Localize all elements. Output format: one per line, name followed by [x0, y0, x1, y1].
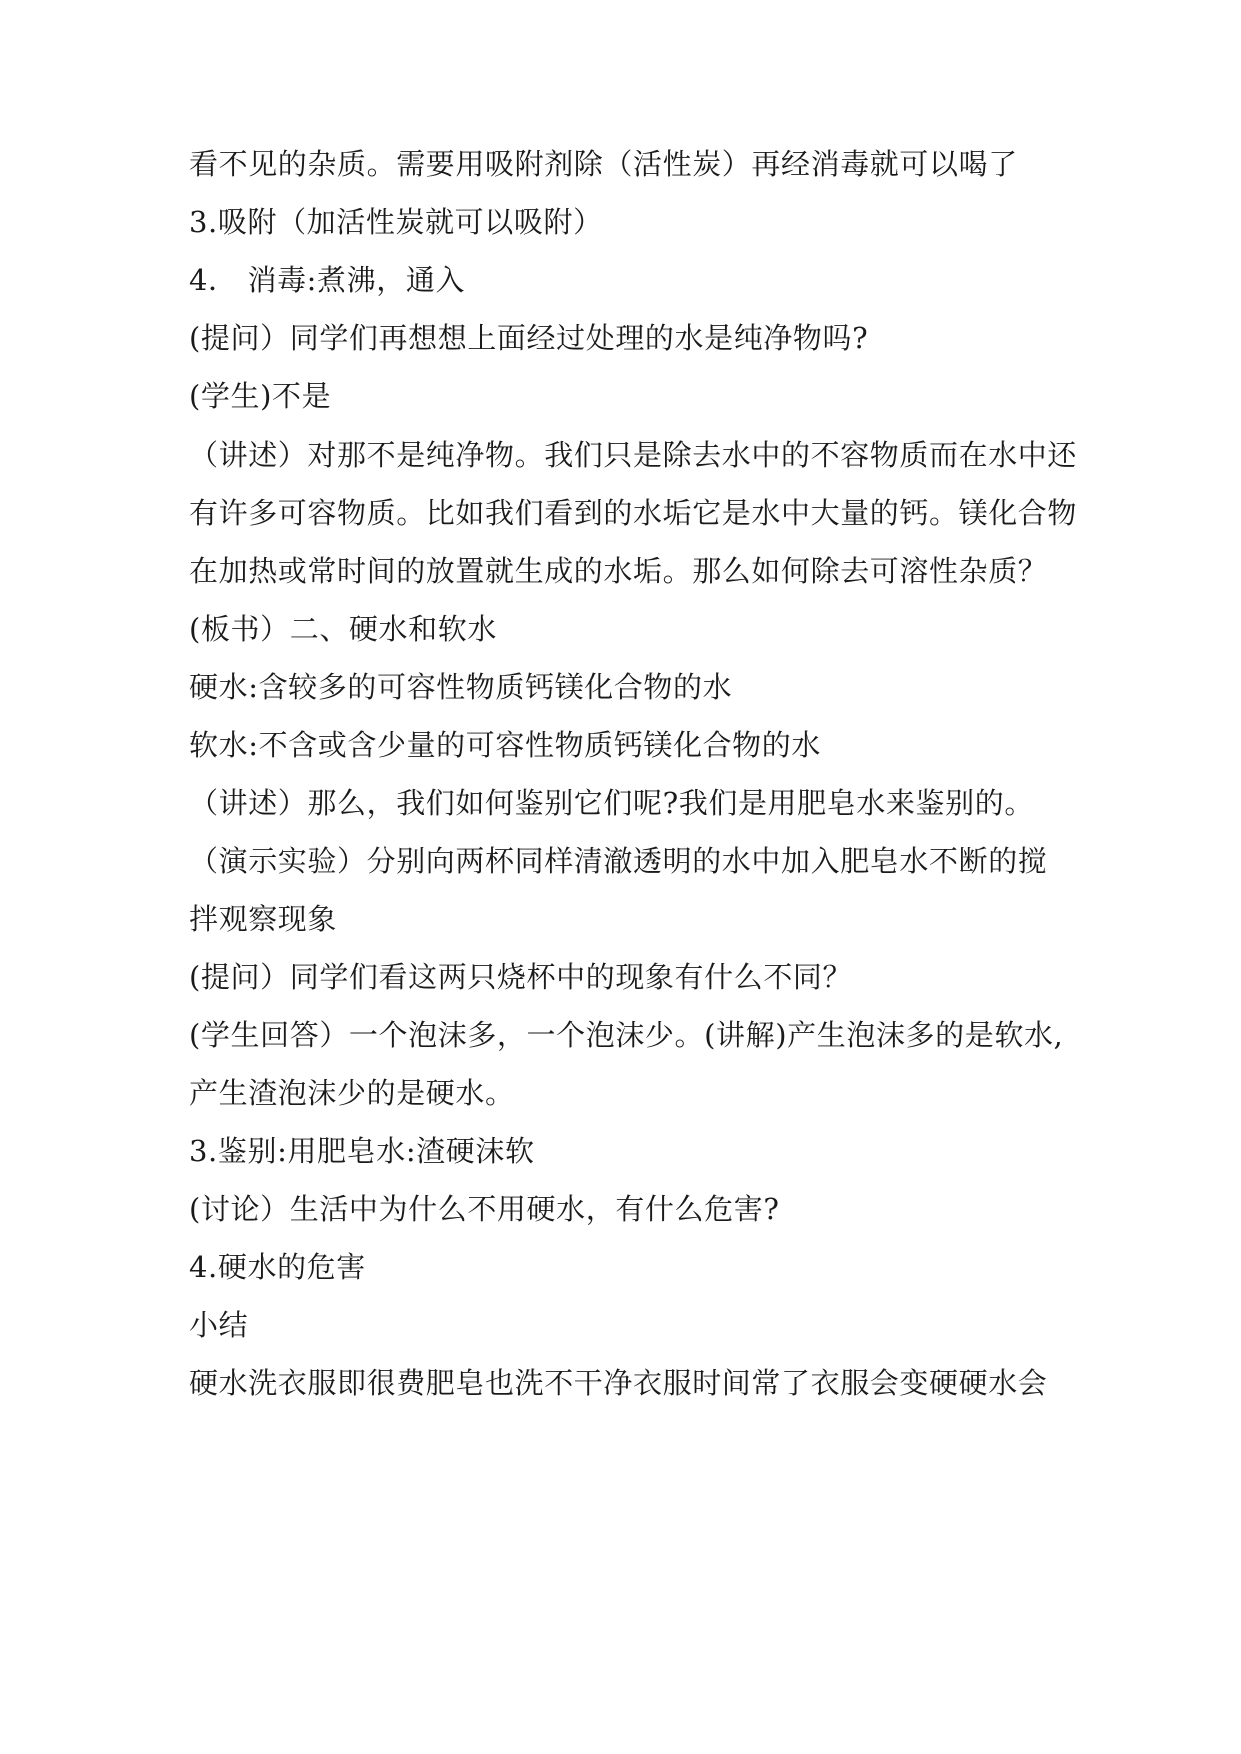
- text-line: 小结: [189, 1308, 249, 1342]
- text-line: (提问）同学们看这两只烧杯中的现象有什么不同？: [189, 960, 853, 994]
- text-line: 3.吸附（加活性炭就可以吸附）: [189, 205, 603, 239]
- text-line: 产生渣泡沫少的是硬水。: [189, 1076, 515, 1110]
- text-line: 硬水洗衣服即很费肥皂也洗不干净衣服时间常了衣服会变硬硬水会: [189, 1366, 1048, 1400]
- text-line: (板书）二、硬水和软水: [189, 612, 497, 646]
- text-line: (提问）同学们再想想上面经过处理的水是纯净物吗?: [189, 321, 869, 355]
- text-line: 软水:不含或含少量的可容性物质钙镁化合物的水: [189, 728, 821, 762]
- text-line: （讲述）对那不是纯净物。我们只是除去水中的不容物质而在水中还: [189, 438, 1078, 472]
- text-line: （讲述）那么，我们如何鉴别它们呢?我们是用肥皂水来鉴别的。: [189, 786, 1034, 820]
- text-line: 拌观察现象: [189, 902, 338, 936]
- text-line: 看不见的杂质。需要用吸附剂除（活性炭）再经消毒就可以喝了: [189, 147, 1018, 181]
- text-line: 在加热或常时间的放置就生成的水垢。那么如何除去可溶性杂质？: [189, 554, 1048, 588]
- text-line: (讨论）生活中为什么不用硬水，有什么危害?: [189, 1192, 780, 1226]
- text-line: 4.硬水的危害: [189, 1250, 366, 1284]
- text-line: （演示实验）分别向两杯同样清澈透明的水中加入肥皂水不断的搅: [189, 844, 1048, 878]
- text-line: 硬水:含较多的可容性物质钙镁化合物的水: [189, 670, 733, 704]
- text-line: (学生回答）一个泡沫多，一个泡沫少。(讲解)产生泡沫多的是软水,: [189, 1018, 1064, 1052]
- text-line: 3.鉴别:用肥皂水:渣硬沫软: [189, 1134, 535, 1168]
- text-line: 有许多可容物质。比如我们看到的水垢它是水中大量的钙。镁化合物: [189, 496, 1078, 530]
- text-line: (学生)不是: [189, 379, 332, 413]
- text-line: 4． 消毒:煮沸，通入: [189, 263, 466, 297]
